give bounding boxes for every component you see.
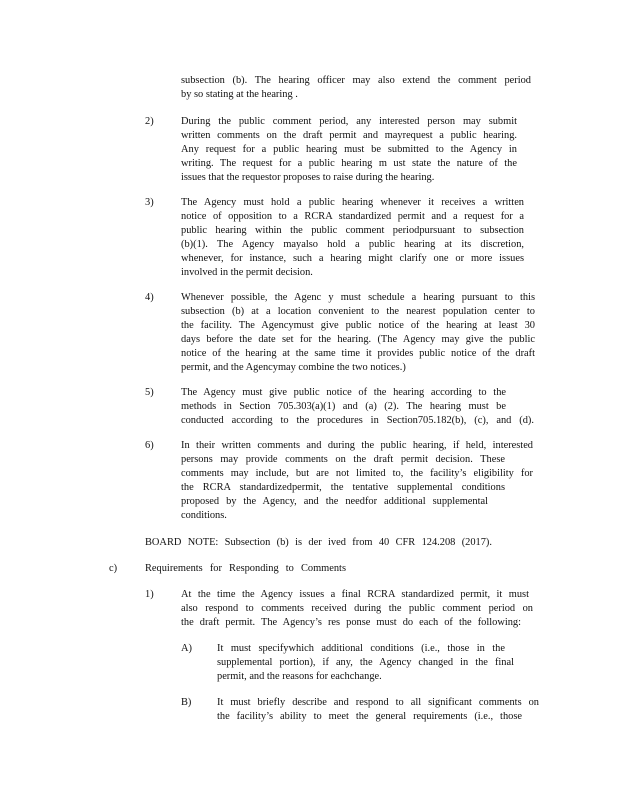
text-line: public hearing within the public comment periodpursuant to subsection xyxy=(181,225,524,236)
text-line: the facility. The Agencymust give public notice of the hearing at least 30 xyxy=(181,320,535,331)
text-line: conditions. xyxy=(181,510,227,521)
section-number: c) xyxy=(109,563,118,574)
continuation-paragraph xyxy=(181,74,531,102)
text-line: whenever, for instance, such a hearing might clarify one or more issues xyxy=(181,253,524,264)
text-line: permit, and the Agencymay combine the two notices.) xyxy=(181,362,406,373)
text-line: It must specifywhich additional conditions (i.e., those in the xyxy=(217,643,505,654)
section-heading xyxy=(145,562,346,576)
list-item xyxy=(181,386,534,428)
sub-item xyxy=(217,696,539,724)
text-line: the draft permit. The Agency’s res ponse must do each of the following: xyxy=(181,617,521,628)
item-number: 4) xyxy=(145,292,154,303)
text-line: BOARD NOTE: Subsection (b) is der ived from 40 CFR 124.208 (2017). xyxy=(145,537,492,548)
text-line: Whenever possible, the Agenc y must schedule a hearing pursuant to this xyxy=(181,292,535,303)
item-number: 3) xyxy=(145,197,154,208)
text-line: (b)(1). The Agency mayalso hold a public hearing at its discretion, xyxy=(181,239,524,250)
sub-item-number: A) xyxy=(181,643,192,654)
text-line: permit, and the reasons for eachchange. xyxy=(217,671,382,682)
list-item xyxy=(181,439,533,523)
item-number: 5) xyxy=(145,387,154,398)
text-line: At the time the Agency issues a final RCRA standardized permit, it must xyxy=(181,589,529,600)
board-note xyxy=(145,536,492,550)
text-line: involved in the permit decision. xyxy=(181,267,313,278)
text-line: comments may include, but are not limited to, the facility’s eligibility for xyxy=(181,468,533,479)
text-line: subsection (b). The hearing officer may also extend the comment period xyxy=(181,75,531,86)
list-item xyxy=(181,588,533,630)
text-line: conducted according to the procedures in Section705.182(b), (c), and (d). xyxy=(181,415,534,426)
text-line: proposed by the Agency, and the needfor additional supplemental xyxy=(181,496,488,507)
heading-text: Requirements for Responding to Comments xyxy=(145,563,346,574)
list-item xyxy=(181,115,517,185)
text-line: The Agency must give public notice of the hearing according to the xyxy=(181,387,506,398)
text-line: writing. The request for a public hearing m ust state the nature of the xyxy=(181,158,517,169)
text-line: the facility’s ability to meet the general requirements (i.e., those xyxy=(217,711,522,722)
text-line: subsection (b) at a location convenient to the nearest population center to xyxy=(181,306,535,317)
text-line: The Agency must hold a public hearing whenever it receives a written xyxy=(181,197,524,208)
text-line: During the public comment period, any interested person may submit xyxy=(181,116,517,127)
list-item xyxy=(181,196,524,280)
text-line: persons may provide comments on the draft permit decision. These xyxy=(181,454,505,465)
text-line: written comments on the draft permit and mayrequest a public hearing. xyxy=(181,130,517,141)
text-line: Any request for a public hearing must be submitted to the Agency in xyxy=(181,144,517,155)
text-line: In their written comments and during the public hearing, if held, interested xyxy=(181,440,533,451)
text-line: methods in Section 705.303(a)(1) and (a) (2). The hearing must be xyxy=(181,401,506,412)
item-number: 6) xyxy=(145,440,154,451)
text-line: also respond to comments received during the public comment period on xyxy=(181,603,533,614)
text-line: by so stating at the hearing . xyxy=(181,89,298,100)
text-line: notice of opposition to a RCRA standardized permit and a request for a xyxy=(181,211,524,222)
text-line: issues that the requestor proposes to raise during the hearing. xyxy=(181,172,435,183)
sub-item-number: B) xyxy=(181,697,192,708)
list-item xyxy=(181,291,535,375)
item-number: 1) xyxy=(145,589,154,600)
text-line: notice of the hearing at the same time it provides public notice of the draft xyxy=(181,348,535,359)
text-line: days before the date set for the hearing. (The Agency may give the public xyxy=(181,334,535,345)
sub-item xyxy=(217,642,517,684)
text-line: It must briefly describe and respond to all significant comments on xyxy=(217,697,539,708)
item-number: 2) xyxy=(145,116,154,127)
text-line: the RCRA standardizedpermit, the tentative supplemental conditions xyxy=(181,482,505,493)
text-line: supplemental portion), if any, the Agency changed in the final xyxy=(217,657,514,668)
